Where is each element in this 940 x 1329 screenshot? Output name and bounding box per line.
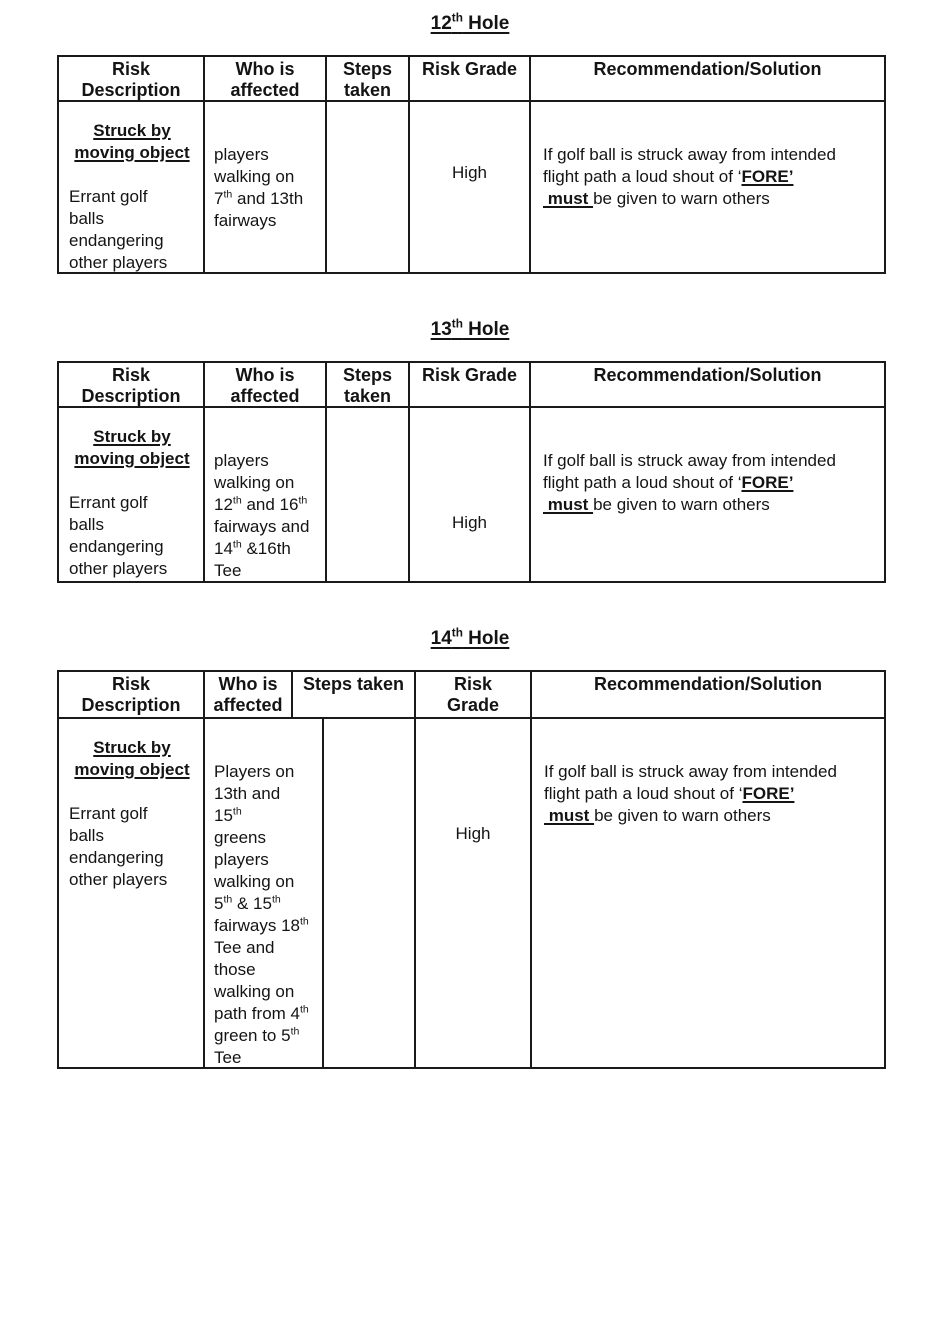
section-title-text: 13th Hole (430, 317, 510, 340)
cell-risk-description (59, 719, 205, 1069)
risk-body-text: Errant golf balls endangering other players (69, 493, 168, 578)
risk-body-text: Errant golf balls endangering other players (69, 804, 168, 889)
col-header-risk-description: Risk Description (59, 57, 205, 102)
risk-body-text: Errant golf balls endangering other players (69, 187, 168, 272)
col-header-who-affected: Who is affected (205, 57, 327, 102)
cell-steps-taken (327, 102, 410, 274)
table-header-row (59, 363, 886, 408)
risk-table-hole-13 (57, 361, 886, 583)
cell-who-affected: players walking on 7th and 13th fairways (205, 102, 327, 274)
risk-heading: Struck by moving object (74, 738, 190, 779)
risk-table-hole-12 (57, 55, 886, 274)
risk-grade-value: High (455, 824, 491, 843)
cell-recommendation: If golf ball is struck away from intended flight path a loud shout of ‘FORE’ must be given to warn others (531, 408, 886, 583)
table-body-row (59, 408, 886, 583)
col-header-recommendation: Recommendation/Solution (532, 672, 886, 719)
col-header-recommendation: Recommendation/Solution (531, 57, 886, 102)
col-header-risk-grade: Risk Grade (410, 363, 531, 408)
risk-heading: Struck by moving object (74, 121, 190, 162)
cell-risk-grade (410, 102, 531, 274)
col-header-steps-taken: Steps taken (327, 363, 410, 408)
section-title-hole-13 (0, 318, 940, 342)
cell-risk-grade (416, 719, 532, 1069)
cell-who-affected: players walking on 12th and 16th fairways and 14th &16th Tee (205, 408, 327, 583)
col-header-who-affected: Who is affected (205, 672, 293, 719)
risk-grade-value: High (452, 513, 487, 532)
section-title-hole-14 (0, 627, 940, 651)
col-header-risk-description: Risk Description (59, 672, 205, 719)
risk-heading: Struck by moving object (74, 427, 190, 468)
table-header-row (59, 672, 886, 719)
col-header-steps-taken: Steps taken (327, 57, 410, 102)
section-title-text: 14th Hole (430, 626, 510, 649)
table-body-row (59, 102, 886, 274)
risk-table-hole-14 (57, 670, 886, 1069)
section-hole-14 (0, 627, 940, 1069)
cell-risk-description (59, 102, 205, 274)
cell-recommendation: If golf ball is struck away from intended flight path a loud shout of ‘FORE’ must be given to warn others (532, 719, 886, 1069)
section-hole-12 (0, 12, 940, 274)
table-header-row (59, 57, 886, 102)
cell-recommendation: If golf ball is struck away from intended flight path a loud shout of ‘FORE’ must be given to warn others (531, 102, 886, 274)
cell-steps-taken (324, 719, 416, 1069)
col-header-steps-taken: Steps taken (293, 672, 416, 719)
risk-grade-value: High (452, 163, 487, 182)
col-header-who-affected: Who is affected (205, 363, 327, 408)
col-header-risk-grade: Risk Grade (416, 672, 532, 719)
cell-who-affected: Players on 13th and 15th greens players walking on 5th & 15th fairways 18th Tee and those walking on path from 4th green to 5th Tee (205, 719, 324, 1069)
col-header-risk-description: Risk Description (59, 363, 205, 408)
cell-steps-taken (327, 408, 410, 583)
table-body-row (59, 719, 886, 1069)
section-title-text: 12th Hole (430, 11, 510, 34)
cell-risk-description (59, 408, 205, 583)
col-header-recommendation: Recommendation/Solution (531, 363, 886, 408)
section-title-hole-12 (0, 12, 940, 36)
col-header-risk-grade: Risk Grade (410, 57, 531, 102)
cell-risk-grade (410, 408, 531, 583)
section-hole-13 (0, 318, 940, 583)
